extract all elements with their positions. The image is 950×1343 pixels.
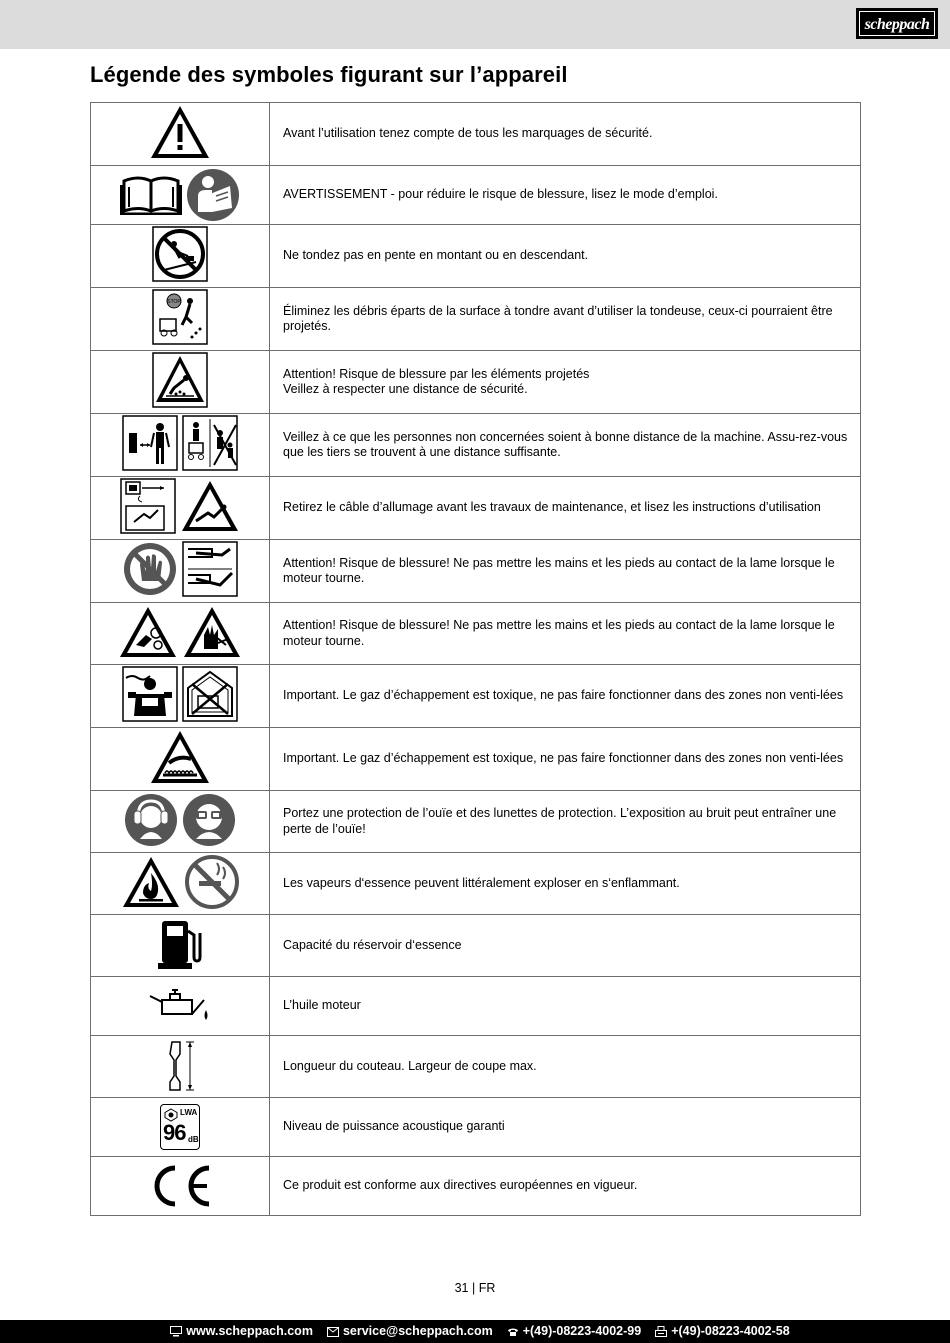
ear-protection-icon [124,793,178,847]
table-row [91,540,861,603]
footer-phone: +(49)-08223-4002-99 [522,1324,642,1338]
row-text: Portez une protection de l’ouïe et des lunettes de protection. L’exposition au bruit peut entraîner une perte de l’ouïe! [270,791,861,853]
read-manual-icon [186,168,240,222]
blade-hands-icon [182,541,238,597]
row-text: Ne tondez pas en pente en montant ou en descendant. [270,225,861,288]
table-row [91,665,861,728]
table-row [91,977,861,1036]
table-row [91,288,861,351]
warning-triangle-icon [149,104,211,160]
no-slope-mowing-icon [152,226,208,282]
hot-surface-icon [149,729,211,785]
footer-email[interactable]: service@scheppach.com [342,1324,493,1338]
table-row [91,603,861,665]
flammable-icon [121,855,181,909]
table-row [91,728,861,791]
sound-unit: dB [188,1135,199,1144]
page-number: 31 | FR [454,1281,496,1295]
foot-blade-warning-icon [118,605,178,659]
page-title: Légende des symboles figurant sur l’appareil [90,62,568,87]
sound-value: 96 [163,1120,186,1145]
row-text: Attention! Risque de blessure par les éléments projetés Veillez à respecter une distance de sécurité. [270,351,861,414]
table-row [91,351,861,414]
row-text: Les vapeurs d‘essence peuvent littéralement exploser en s‘enflammant. [270,853,861,915]
footer-bar [0,1320,950,1343]
fax-icon [655,1326,667,1337]
row-text: Éliminez les débris éparts de la surface à tondre avant d’utiliser la tondeuse, ceux-ci pourraient être projetés. [270,288,861,351]
table-row [91,477,861,540]
no-hands-icon [122,541,178,597]
svg-text:STOP: STOP [167,299,181,305]
footer-fax: +(49)-08223-4002-58 [671,1324,790,1338]
eye-protection-icon [182,793,236,847]
scheppach-logo [856,8,938,39]
fuel-pump-icon [156,917,204,971]
table-row [91,791,861,853]
table-row [91,853,861,915]
table-row [91,414,861,477]
table-row [91,915,861,977]
sound-lwa-label: LWA [180,1108,198,1117]
sound-power-icon [160,1104,200,1150]
row-text: Attention! Risque de blessure! Ne pas mettre les mains et les pieds au contact de la lame lorsque le moteur tourne. [270,603,861,665]
row-text: Capacité du réservoir d‘essence [270,915,861,977]
row-text: AVERTISSEMENT - pour réduire le risque de blessure, lisez le mode d’emploi. [270,166,861,225]
footer-website[interactable]: www.scheppach.com [186,1324,313,1338]
row-text: Veillez à ce que les personnes non concernées soient à bonne distance de la machine. Assu-rez-vous que les tiers se trouvent à une distance suffisante. [270,414,861,477]
row-text: L’huile moteur [270,977,861,1036]
blade-length-icon [160,1038,200,1092]
manual-book-icon [120,175,182,215]
top-bar [0,0,950,49]
maintenance-warning-icon [180,479,240,533]
no-indoor-use-icon [182,666,238,722]
oil-can-icon [148,986,212,1026]
table-row [91,166,861,225]
thrown-objects-icon [152,352,208,408]
row-text: Avant l’utilisation tenez compte de tous les marquages de sécurité. [270,103,861,166]
table-row [91,1098,861,1157]
row-text: Retirez le câble d’allumage avant les travaux de maintenance, et lisez les instructions d’utilisation [270,477,861,540]
remove-debris-icon [152,289,208,345]
row-text: Niveau de puissance acoustique garanti [270,1098,861,1157]
table-row [91,103,861,166]
keep-distance-icon [122,415,178,471]
row-text: Important. Le gaz d’échappement est toxique, ne pas faire fonctionner dans des zones non venti-lées [270,728,861,791]
row-text: Longueur du couteau. Largeur de coupe max. [270,1036,861,1098]
monitor-icon [170,1326,182,1337]
row-text: Important. Le gaz d’échappement est toxique, ne pas faire fonctionner dans des zones non venti-lées [270,665,861,728]
table-row [91,1036,861,1098]
mail-icon [327,1327,339,1337]
hand-blade-warning-icon [182,605,242,659]
table-row [91,1157,861,1216]
brand-text: scheppach [859,11,935,36]
row-text: Attention! Risque de blessure! Ne pas mettre les mains et les pieds au contact de la lame lorsque le moteur tourne. [270,540,861,603]
toxic-exhaust-icon [122,666,178,722]
phone-icon [507,1327,519,1337]
row-text: Ce produit est conforme aux directives européennes en vigueur. [270,1157,861,1216]
symbol-legend-table [90,102,861,1216]
remove-spark-plug-icon [120,478,176,534]
ce-mark-icon [145,1162,215,1210]
table-row [91,225,861,288]
bystanders-icon [182,415,238,471]
no-fire-icon [185,855,239,909]
